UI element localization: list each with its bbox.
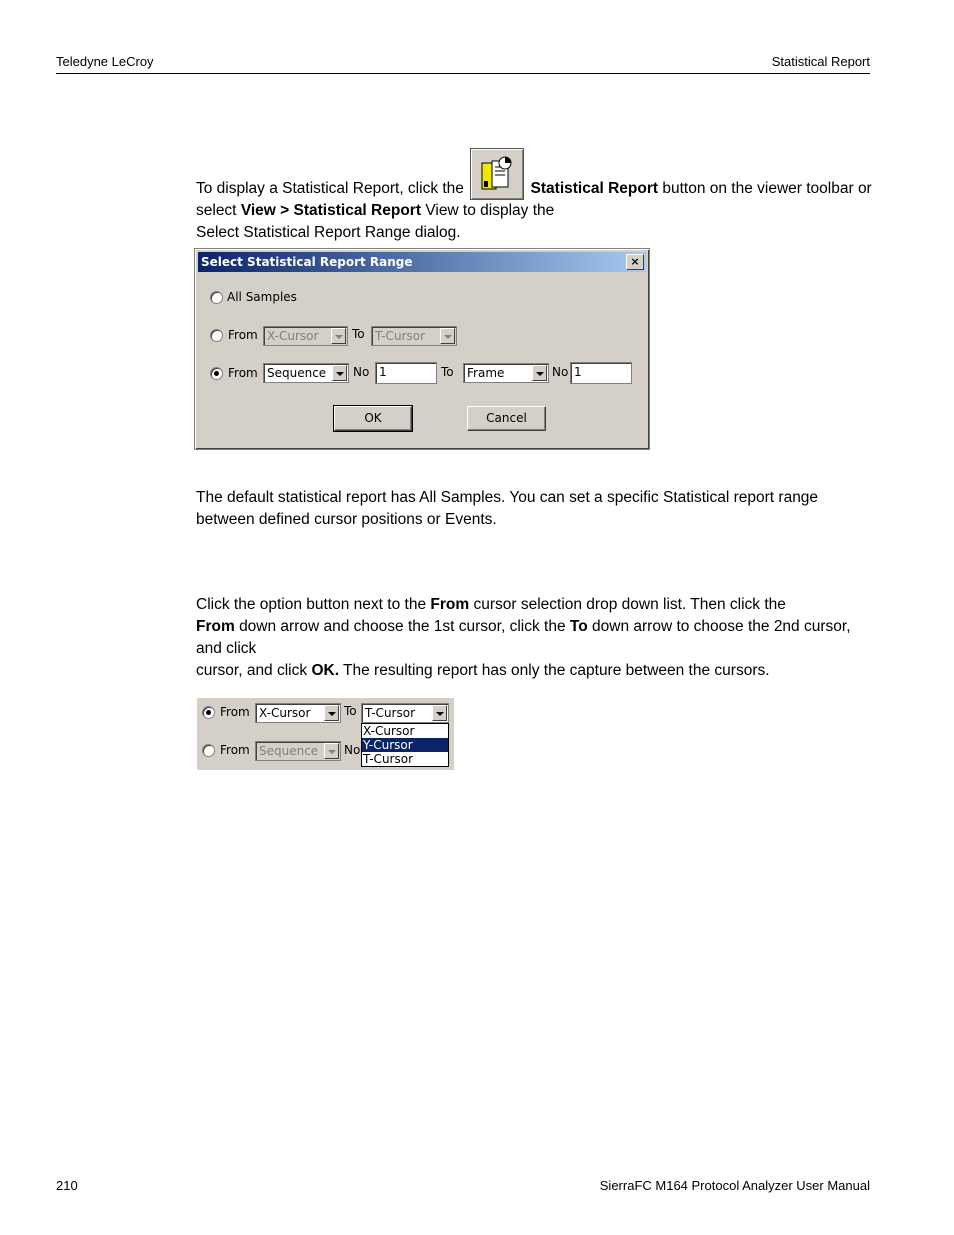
manual-title: SierraFC M164 Protocol Analyzer User Manual [599, 1178, 870, 1193]
cursor-instructions-paragraph: Click the option button next to the From cursor selection drop down list. Then click the From down arrow and choose the 1st cursor, click the To down arrow to choose the 2nd cursor, and click cursor, and click OK. The resulting report has only the capture between the cursors. [196, 596, 851, 679]
dropdown-option[interactable]: X-Cursor [363, 724, 415, 738]
chevron-down-icon[interactable] [331, 328, 346, 344]
ok-button[interactable]: OK [334, 406, 412, 431]
page-number: 210 [56, 1178, 78, 1193]
chevron-down-icon[interactable] [332, 365, 347, 381]
header-rule [56, 73, 870, 74]
snippet-sequence-select[interactable]: Sequence [255, 741, 341, 761]
cursor-range-radio[interactable] [202, 706, 215, 719]
cursor-to-select[interactable]: T-Cursor [371, 326, 457, 346]
header-right: Statistical Report [771, 54, 870, 69]
all-samples-radio[interactable] [210, 291, 223, 304]
snippet-from2-label: From [220, 743, 250, 757]
to-cursor-dropdown-list[interactable] [361, 723, 449, 767]
snippet-from-select[interactable]: X-Cursor [255, 703, 341, 723]
event-from-no-label: No [353, 365, 370, 379]
chevron-down-icon[interactable] [440, 328, 455, 344]
chevron-down-icon[interactable] [324, 743, 339, 759]
cancel-button[interactable]: Cancel [467, 406, 546, 431]
close-icon[interactable]: × [626, 254, 644, 270]
cursor-from-label: From [228, 328, 258, 342]
select-statistical-report-range-dialog [194, 248, 650, 450]
event-from-label: From [228, 366, 258, 380]
event-range-radio[interactable] [210, 367, 223, 380]
event-from-no-input[interactable]: 1 [375, 362, 437, 384]
chevron-down-icon[interactable] [432, 705, 447, 721]
dialog-title: Select Statistical Report Range [201, 255, 413, 269]
cursor-selection-snippet [197, 698, 454, 770]
header-left: Teledyne LeCroy [56, 54, 154, 69]
event-to-select[interactable]: Frame [463, 363, 549, 383]
snippet-to-select[interactable]: T-Cursor [361, 703, 449, 723]
event-range-radio[interactable] [202, 744, 215, 757]
statistical-report-toolbar-button[interactable] [470, 148, 524, 200]
cursor-from-select[interactable]: X-Cursor [263, 326, 348, 346]
event-to-no-input[interactable]: 1 [570, 362, 632, 384]
chevron-down-icon[interactable] [324, 705, 339, 721]
chevron-down-icon[interactable] [532, 365, 547, 381]
intro-paragraph: To display a Statistical Report, click the Statistical Report button on the viewer toolbar or select View > Statistical Report View to display the Select Statistical Report Range dialog. [196, 148, 876, 244]
cursor-to-label: To [352, 327, 365, 341]
event-to-no-label: No [552, 365, 569, 379]
snippet-to-label: To [344, 704, 357, 718]
statistical-report-icon [476, 153, 518, 195]
snippet-from-label: From [220, 705, 250, 719]
dialog-titlebar [198, 252, 646, 272]
default-report-paragraph: The default statistical report has All Samples. You can set a specific Statistical report range between defined cursor positions or Events. [196, 489, 819, 528]
event-to-label: To [441, 365, 454, 379]
dropdown-option-selected[interactable]: Y-Cursor [362, 738, 448, 752]
cursor-range-radio[interactable] [210, 329, 223, 342]
all-samples-label: All Samples [227, 290, 297, 304]
event-from-select[interactable]: Sequence [263, 363, 349, 383]
dropdown-option[interactable]: T-Cursor [363, 752, 414, 766]
snippet-no-label: No [344, 743, 361, 757]
